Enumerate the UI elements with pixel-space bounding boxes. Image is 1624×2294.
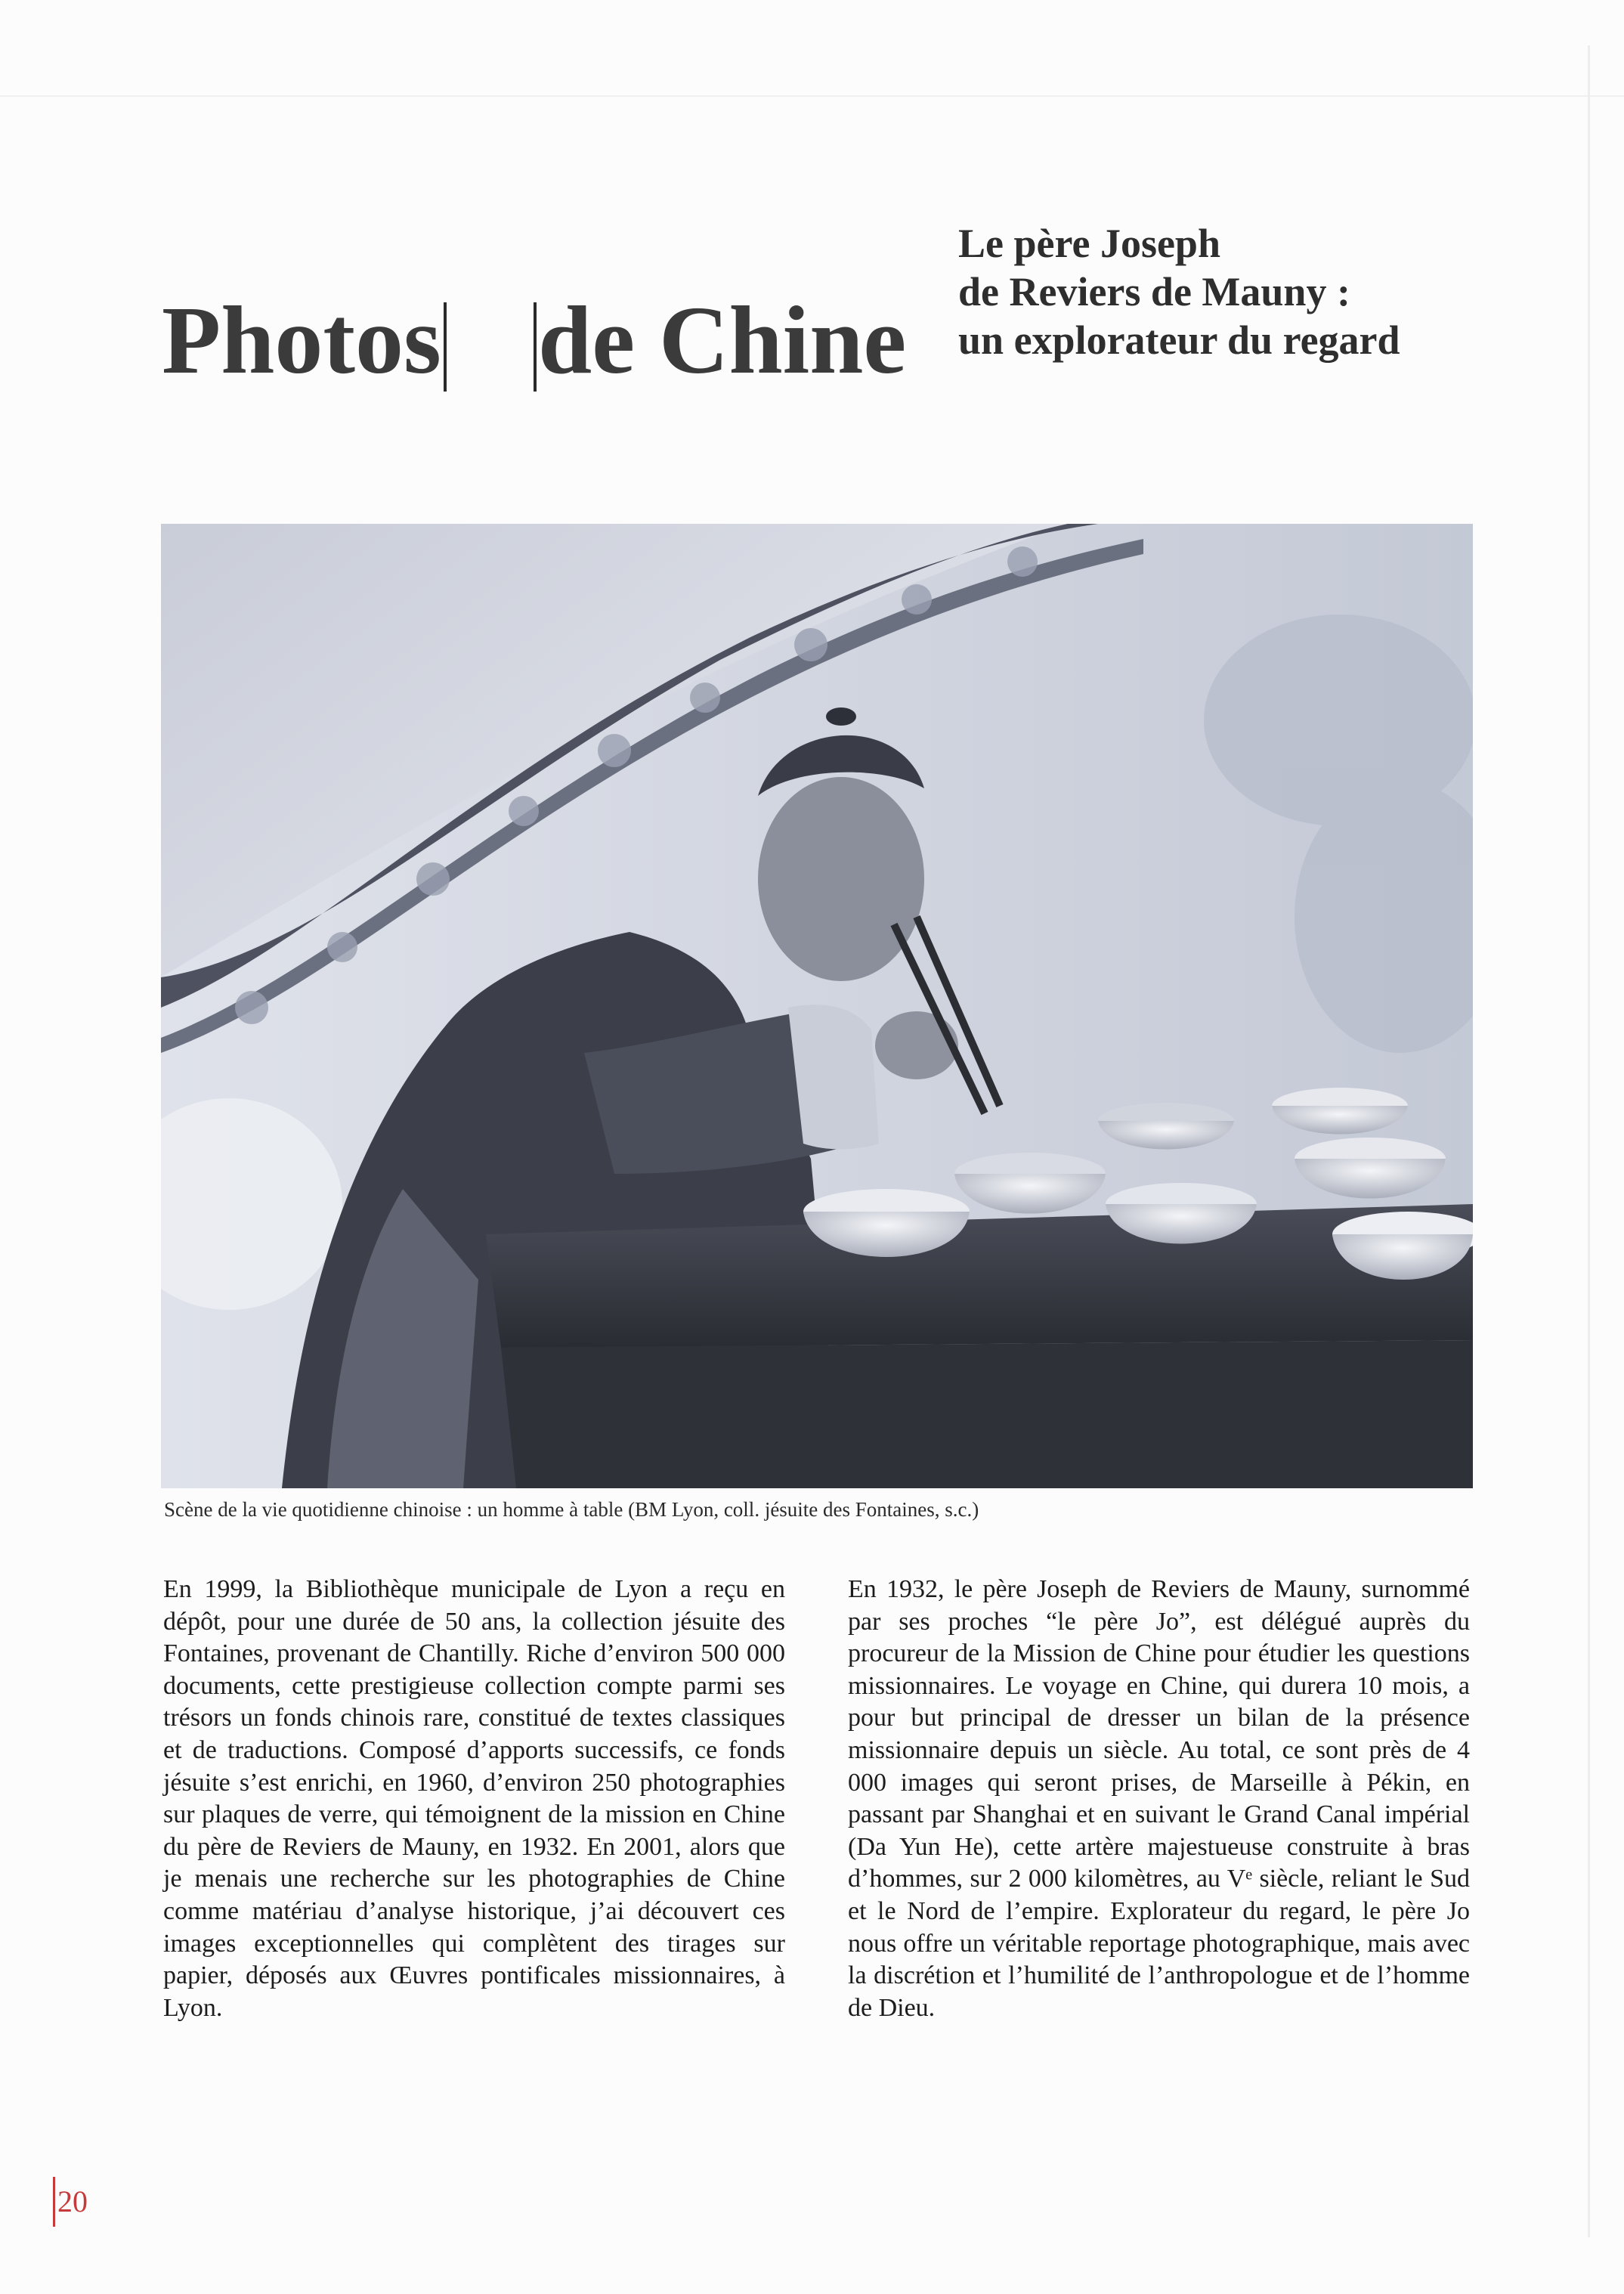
photo-man-at-table: [161, 524, 1473, 1488]
page-edge-rule: [1588, 45, 1590, 2237]
title-photos: Photos: [162, 286, 441, 394]
body-column-left: En 1999, la Bibliothèque municipale de Lyon a reçu en dépôt, pour une durée de 50 ans, la collection jésuite des Fontaines, provenant de Chantilly. Riche d’environ 500 000 documents, cette prestigieuse collection compte parmi ses trésors un fonds chinois rare, constitué de textes classiques et de traductions. Composé d’apports successifs, ce fonds jésuite s’est enrichi, en 1960, d’environ 250 photographies sur plaques de verre, qui témoignent de la mission en Chine du père de Reviers de Mauny, en 1932. En 2001, alors que je menais une recherche sur les photographies de Chine comme matériau d’analyse historique, j’ai découvert ces images exceptionnelles qui complètent des tirages sur papier, déposés aux Œuvres pontificales missionnaires, à Lyon.: [163, 1575, 785, 2022]
body-column-right: En 1932, le père Joseph de Reviers de Mauny, surnommé par ses proches “le père Jo”, est délégué auprès du procureur de la Mission de Chine pour étudier les questions missionnaires. Le voyage en Chine, qui durera 10 mois, a pour but principal de dresser un bilan de la présence missionnaire depuis un siècle. Au total, ce sont près de 4 000 images qui seront prises, de Marseille à Pékin, en passant par Shanghai et en suivant le Grand Canal impérial (Da Yun He), cette artère majestueuse construite à bras d’hommes, sur 2 000 kilomètres, au Vᵉ siècle, reliant le Sud et le Nord de l’empire. Explorateur du regard, le père Jo nous offre un véritable reportage photographique, mais avec la discrétion et l’humilité de l’anthropologue et de l’homme de Dieu.: [848, 1575, 1470, 2022]
page-number: 20: [57, 2184, 88, 2218]
title-divider-right: [534, 302, 537, 392]
photo-caption: Scène de la vie quotidienne chinoise : un homme à table (BM Lyon, coll. jésuite des Fontaines, s.c.): [164, 1498, 979, 1521]
subtitle-line-2: de Reviers de Mauny :: [958, 269, 1350, 314]
top-rule: [0, 95, 1624, 97]
photo-illustration: [161, 524, 1473, 1488]
page-number-marker: [53, 2177, 55, 2227]
title-de-chine: de Chine: [538, 286, 907, 394]
title-divider-left: [444, 302, 447, 392]
subtitle-line-3: un explorateur du regard: [958, 317, 1400, 363]
subtitle-line-1: Le père Joseph: [958, 221, 1220, 266]
subtitle: [958, 219, 1533, 364]
